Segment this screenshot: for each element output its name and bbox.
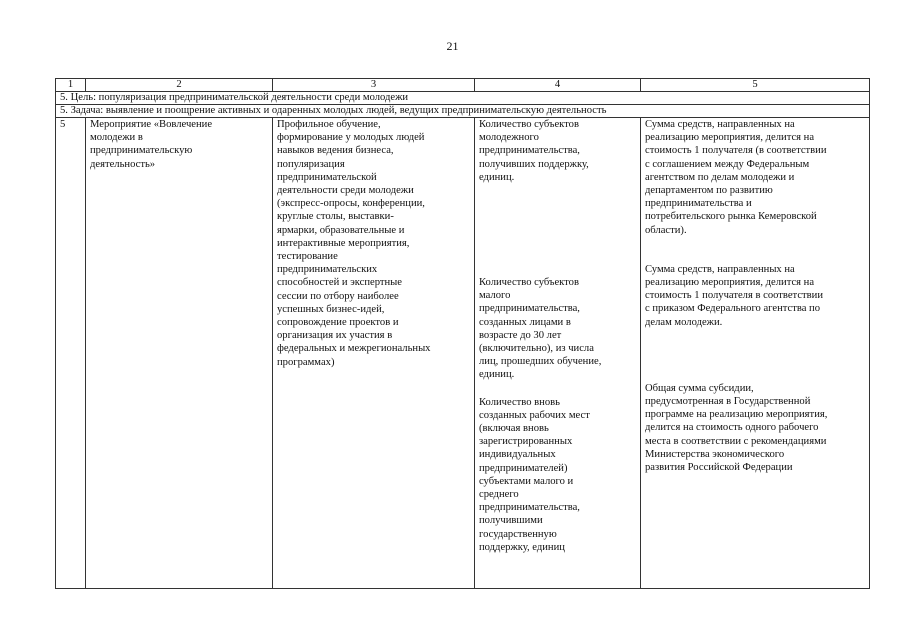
description-part-1: Профильное обучение, формирование у молодых людей навыков ведения бизнеса, популяризация предпринимательской деятельности среди молодежи (экспресс-опросы, конференции, круглые столы, выставки- ярмарки, образовательные и интерактивные мероприятия, тестирование bbox=[277, 119, 425, 263]
header-cell-2: 2 bbox=[86, 79, 273, 92]
task-text: 5. Задача: выявление и поощрение активных и одаренных молодых людей, ведущих предпринимательскую деятельность bbox=[56, 105, 870, 118]
indicators-table bbox=[55, 78, 870, 589]
event-name: Мероприятие «Вовлечение молодежи в предпринимательскую деятельность» bbox=[90, 119, 213, 170]
description-part-2: предпринимательских способностей и экспертные сессии по отбору наиболее успешных бизнес-идей, сопровождение проектов и организация их участия в федеральных и межрегиональных программах) bbox=[277, 264, 431, 368]
table-header-row bbox=[56, 79, 870, 92]
header-cell-4: 4 bbox=[475, 79, 641, 92]
task-row bbox=[56, 105, 870, 118]
header-cell-1: 1 bbox=[56, 79, 86, 92]
indicator-2: Количество субъектов малого предпринимательства, созданных лицами в возрасте до 30 лет (включительно), из числа лиц, прошедших обучение, единиц. bbox=[479, 277, 602, 381]
calculation-cell bbox=[641, 118, 870, 589]
event-cell bbox=[86, 118, 273, 589]
indicators-cell bbox=[475, 118, 641, 589]
calculation-2: Сумма средств, направленных на реализацию мероприятия, делится на стоимость 1 получателя в соответствии с приказом Федерального агентства по делам молодежи. bbox=[645, 263, 823, 328]
header-cell-3: 3 bbox=[273, 79, 475, 92]
goal-row bbox=[56, 92, 870, 105]
indicator-3: Количество вновь созданных рабочих мест (включая вновь зарегистрированных индивидуальных предпринимателей) субъектами малого и среднего предпринимательства, получившими государственную поддержку, единиц bbox=[479, 396, 590, 553]
header-cell-5: 5 bbox=[641, 79, 870, 92]
indicator-1: Количество субъектов молодежного предпринимательства, получивших поддержку, единиц. bbox=[479, 119, 589, 183]
table-row bbox=[56, 118, 870, 589]
calculation-1: Сумма средств, направленных на реализацию мероприятия, делится на стоимость 1 получателя (в соответствии с соглашением между Федеральным агентством по делам молодежи и департаментом по развитию предпринимательства и потребительского рынка Кемеровской области). bbox=[645, 119, 827, 236]
calculation-3: Общая сумма субсидии, предусмотренная в Государственной программе на реализацию мероприятия, делится на стоимость одного рабочего места в соответствии с рекомендациями Министерства экономического развития Российской Федерации bbox=[645, 382, 828, 474]
goal-text: 5. Цель: популяризация предпринимательской деятельности среди молодежи bbox=[56, 92, 870, 105]
description-cell bbox=[273, 118, 475, 589]
row-number: 5 bbox=[56, 118, 86, 589]
page-number: 21 bbox=[446, 39, 459, 53]
